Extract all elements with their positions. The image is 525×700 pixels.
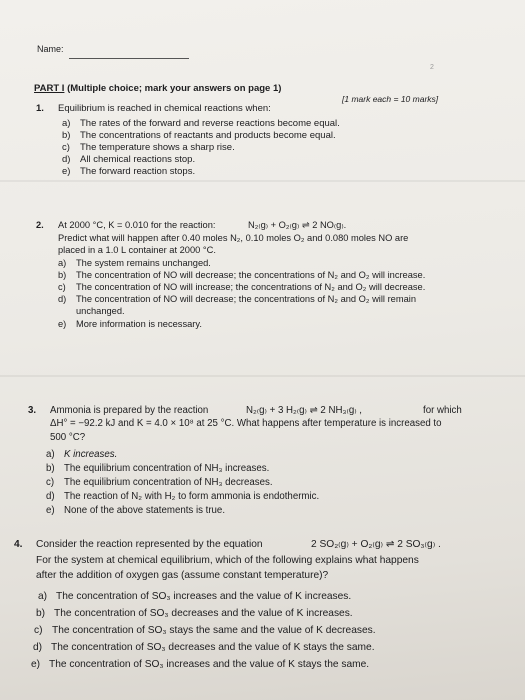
option-letter: d) xyxy=(62,154,71,165)
question-stem: Equilibrium is reached in chemical reactions when: xyxy=(58,103,271,114)
option-text: The concentration of NO will decrease; the concentrations of N₂ and O₂ will increase. xyxy=(76,270,426,280)
option-letter: a) xyxy=(58,258,67,268)
option-text: All chemical reactions stop. xyxy=(80,154,196,165)
question-stem-line: 500 °C? xyxy=(50,432,86,443)
part-label: PART I xyxy=(34,83,65,94)
question-stem-line: after the addition of oxygen gas (assume constant temperature)? xyxy=(36,570,329,581)
name-label: Name: xyxy=(37,44,64,54)
option-text: The concentration of SO₃ decreases and the value of K increases. xyxy=(54,608,353,619)
part-heading xyxy=(34,83,281,94)
marks-note: [1 mark each = 10 marks] xyxy=(342,94,439,104)
question-4 xyxy=(14,538,514,688)
page-number: 2 xyxy=(430,64,434,71)
option-text: The concentration of NO will increase; the concentrations of N₂ and O₂ will decrease. xyxy=(76,282,426,292)
option-letter: c) xyxy=(58,282,66,292)
question-stem: At 2000 °C, K = 0.010 for the reaction: xyxy=(58,220,216,230)
question-stem-tail: for which xyxy=(423,405,462,416)
question-number: 3. xyxy=(28,405,37,416)
option-text: The temperature shows a sharp rise. xyxy=(80,142,235,153)
question-stem-line: ΔH° = −92.2 kJ and K = 4.0 × 10⁸ at 25 °C. What happens after temperature is increased to xyxy=(50,418,442,429)
option-letter: a) xyxy=(38,591,48,602)
question-stem-line: Predict what will happen after 0.40 moles N₂, 0.10 moles O₂ and 0.080 moles NO are xyxy=(58,233,409,243)
option-letter: e) xyxy=(46,505,55,516)
question-3 xyxy=(28,404,508,514)
option-text: The concentration of SO₃ stays the same and the value of K decreases. xyxy=(52,625,376,636)
option-letter: d) xyxy=(33,642,43,653)
option-letter: a) xyxy=(46,449,55,460)
part-description: (Multiple choice; mark your answers on page 1) xyxy=(67,83,282,94)
option-text: None of the above statements is true. xyxy=(64,505,226,516)
option-text: The concentration of SO₃ increases and the value of K stays the same. xyxy=(49,659,370,670)
option-letter: d) xyxy=(58,294,67,304)
option-text: The concentration of NO will decrease; the concentrations of N₂ and O₂ will remain xyxy=(76,294,416,304)
option-text: The concentration of SO₃ increases and the value of K increases. xyxy=(56,591,352,602)
reaction-equation: N₂₍g₎ + O₂₍g₎ ⇌ 2 NO₍g₎. xyxy=(248,220,347,230)
option-text: The forward reaction stops. xyxy=(80,166,196,177)
question-number: 4. xyxy=(14,539,23,550)
question-number: 2. xyxy=(36,220,44,230)
option-letter: b) xyxy=(58,270,67,280)
option-letter: b) xyxy=(46,463,55,474)
option-text: More information is necessary. xyxy=(76,319,202,329)
question-1 xyxy=(36,103,496,193)
option-letter: c) xyxy=(62,142,70,153)
option-letter: d) xyxy=(46,491,55,502)
option-text: The concentration of SO₃ decreases and the value of K stays the same. xyxy=(51,642,375,653)
question-2 xyxy=(36,219,506,359)
name-underline xyxy=(69,58,189,59)
question-stem-line: For the system at chemical equilibrium, which of the following explains what happens xyxy=(36,555,419,566)
question-stem: Consider the reaction represented by the equation xyxy=(36,539,263,550)
reaction-equation: 2 SO₂₍g₎ + O₂₍g₎ ⇌ 2 SO₃₍g₎ . xyxy=(311,539,441,550)
paper-fold xyxy=(0,375,525,377)
option-text: K increases. xyxy=(64,449,118,460)
option-letter: e) xyxy=(58,319,67,329)
option-letter: c) xyxy=(46,477,55,488)
question-stem: Ammonia is prepared by the reaction xyxy=(50,405,209,416)
option-letter: b) xyxy=(36,608,46,619)
option-text: The rates of the forward and reverse reactions become equal. xyxy=(80,118,340,129)
option-letter: b) xyxy=(62,130,71,141)
option-letter: e) xyxy=(62,166,71,177)
option-text: The concentrations of reactants and products become equal. xyxy=(80,130,336,141)
question-number: 1. xyxy=(36,103,44,114)
option-letter: c) xyxy=(34,625,43,636)
reaction-equation: N₂₍g₎ + 3 H₂₍g₎ ⇌ 2 NH₃₍g₎ , xyxy=(246,405,362,416)
option-text: The equilibrium concentration of NH₃ increases. xyxy=(64,463,270,474)
question-stem-line: placed in a 1.0 L container at 2000 °C. xyxy=(58,245,216,255)
option-text: The system remains unchanged. xyxy=(76,258,211,268)
option-letter: e) xyxy=(31,659,41,670)
option-text: The reaction of N₂ with H₂ to form ammonia is endothermic. xyxy=(64,491,320,502)
option-text: The equilibrium concentration of NH₃ decreases. xyxy=(64,477,273,488)
option-letter: a) xyxy=(62,118,71,129)
option-text: unchanged. xyxy=(76,306,125,316)
